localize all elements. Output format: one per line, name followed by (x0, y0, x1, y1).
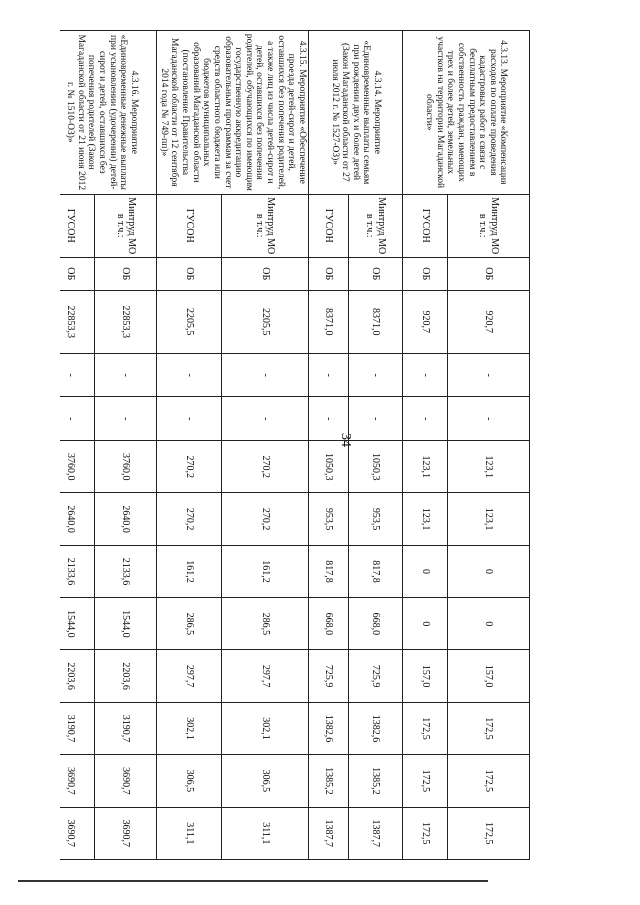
cell-c2016: 270,2 (221, 441, 308, 493)
page-bottom-rule (18, 880, 488, 882)
cell-source: ОБ (448, 257, 530, 290)
cell-c2023: 1387,7 (309, 807, 349, 859)
cell-executor: ГУСОН (157, 194, 222, 257)
cell-c2022: 3690,7 (95, 755, 157, 807)
cell-executor: ГУСОН (309, 194, 349, 257)
cell-c2015: - (95, 397, 157, 441)
cell-executor: Минтруд МО в т.ч.: (95, 194, 157, 257)
cell-c2022: 1385,2 (309, 755, 349, 807)
cell-executor: Минтруд МО в т.ч.: (349, 194, 403, 257)
cell-c2022: 306,5 (157, 755, 222, 807)
cell-c2020: 725,9 (349, 650, 403, 702)
cell-c2022: 3690,7 (60, 755, 95, 807)
table-row (95, 31, 157, 860)
cell-c2018: 0 (403, 545, 448, 597)
cell-c2016: 3760,0 (60, 441, 95, 493)
cell-source: ОБ (309, 257, 349, 290)
cell-c2017: 2640,0 (95, 493, 157, 545)
cell-total: 22853,3 (60, 290, 95, 353)
cell-c2016: 1050,3 (349, 441, 403, 493)
cell-c2014: - (221, 353, 308, 397)
cell-c2017: 123,1 (448, 493, 530, 545)
cell-c2019: 668,0 (309, 598, 349, 650)
cell-c2021: 3190,7 (95, 702, 157, 754)
measure-title-cell: 4.3.14. Мероприятие «Единовременные выплаты семьям при рождении двух и более детей (Закон Магаданской области от 27 июля 2012 г. № 1527-ОЗ)» (309, 31, 403, 195)
cell-c2014: - (309, 353, 349, 397)
cell-source: ОБ (349, 257, 403, 290)
cell-c2020: 2203,6 (95, 650, 157, 702)
cell-c2019: 0 (403, 598, 448, 650)
cell-c2017: 270,2 (221, 493, 308, 545)
cell-source: ОБ (60, 257, 95, 290)
cell-executor: Минтруд МО в т.ч.: (448, 194, 530, 257)
cell-c2017: 123,1 (403, 493, 448, 545)
cell-c2019: 1544,0 (60, 598, 95, 650)
measure-title-cell: 4.3.13. Мероприятие «Компенсация расходов по оплате проведения кадастровых работ в связи с бесплатным предоставлением в собственность граждан, имеющих трех и более детей, земельных участков на территории Магаданской области» (403, 31, 530, 195)
table-row (349, 31, 403, 860)
measure-title-cell: 4.3.15. Мероприятие «Обеспечение проезда детей-сирот и детей, оставшихся без попечения родителей, а также лиц из числа детей-сирот и детей, оставшихся без попечения родителей, обучающихся по имеющим государственную аккредитацию образовательным программам за счет средств областного бюджета или бюджетов муниципальных образований Магаданской области (постановление Правительства Магаданской области от 12 сентября 2014 года № 749-пп)» (157, 31, 309, 195)
cell-source: ОБ (221, 257, 308, 290)
measure-title-cell: 4.3.16. Мероприятие «Единовременные денежные выплаты при усыновлении (удочерении) детей-сирот и детей, оставшихся без попечения родителей (Закон Магаданской области от 21 июня 2012 г. № 1510-ОЗ)» (60, 31, 157, 195)
cell-c2014: - (95, 353, 157, 397)
cell-total: 2205,5 (221, 290, 308, 353)
cell-c2015: - (157, 397, 222, 441)
cell-c2023: 1387,7 (349, 807, 403, 859)
cell-c2019: 1544,0 (95, 598, 157, 650)
cell-c2015: - (349, 397, 403, 441)
cell-total: 2205,5 (157, 290, 222, 353)
cell-c2022: 1385,2 (349, 755, 403, 807)
cell-c2023: 3690,7 (60, 807, 95, 859)
cell-c2019: 286,5 (157, 598, 222, 650)
cell-c2020: 157,0 (448, 650, 530, 702)
cell-c2017: 2640,0 (60, 493, 95, 545)
cell-total: 920,7 (448, 290, 530, 353)
cell-c2017: 953,5 (349, 493, 403, 545)
cell-c2014: - (448, 353, 530, 397)
cell-c2015: - (403, 397, 448, 441)
cell-total: 8371,0 (309, 290, 349, 353)
page-number: 34 (338, 433, 353, 447)
cell-c2018: 161,2 (221, 545, 308, 597)
cell-c2021: 172,5 (403, 702, 448, 754)
rotated-table-frame (60, 30, 530, 860)
program-funding-table (60, 30, 530, 860)
table-row (221, 31, 308, 860)
cell-c2016: 270,2 (157, 441, 222, 493)
cell-c2023: 311,1 (221, 807, 308, 859)
cell-total: 920,7 (403, 290, 448, 353)
cell-c2020: 297,7 (157, 650, 222, 702)
cell-c2018: 2133,6 (95, 545, 157, 597)
cell-c2014: - (60, 353, 95, 397)
cell-c2021: 302,1 (157, 702, 222, 754)
table-row (448, 31, 530, 860)
table-container (60, 30, 530, 860)
cell-c2022: 306,5 (221, 755, 308, 807)
cell-executor: ГУСОН (403, 194, 448, 257)
cell-c2023: 3690,7 (95, 807, 157, 859)
cell-source: ОБ (403, 257, 448, 290)
cell-c2016: 123,1 (448, 441, 530, 493)
cell-c2014: - (349, 353, 403, 397)
cell-c2014: - (403, 353, 448, 397)
cell-source: ОБ (157, 257, 222, 290)
cell-executor: Минтруд МО в т.ч.: (221, 194, 308, 257)
cell-c2021: 172,5 (448, 702, 530, 754)
cell-c2015: - (221, 397, 308, 441)
cell-c2021: 1382,6 (349, 702, 403, 754)
cell-source: ОБ (95, 257, 157, 290)
cell-c2014: - (157, 353, 222, 397)
cell-c2020: 725,9 (309, 650, 349, 702)
cell-c2022: 172,5 (448, 755, 530, 807)
cell-c2018: 0 (448, 545, 530, 597)
cell-c2023: 311,1 (157, 807, 222, 859)
cell-c2015: - (448, 397, 530, 441)
cell-executor: ГУСОН (60, 194, 95, 257)
cell-total: 22853,3 (95, 290, 157, 353)
cell-c2021: 1382,6 (309, 702, 349, 754)
cell-c2015: - (60, 397, 95, 441)
cell-c2015: - (309, 397, 349, 441)
cell-c2017: 270,2 (157, 493, 222, 545)
cell-c2018: 817,8 (309, 545, 349, 597)
cell-c2018: 817,8 (349, 545, 403, 597)
cell-c2020: 2203,6 (60, 650, 95, 702)
cell-c2021: 302,1 (221, 702, 308, 754)
cell-c2018: 161,2 (157, 545, 222, 597)
cell-c2019: 0 (448, 598, 530, 650)
cell-c2023: 172,5 (403, 807, 448, 859)
cell-c2019: 668,0 (349, 598, 403, 650)
cell-c2017: 953,5 (309, 493, 349, 545)
cell-c2016: 1050,3 (309, 441, 349, 493)
cell-c2018: 2133,6 (60, 545, 95, 597)
cell-c2022: 172,5 (403, 755, 448, 807)
cell-c2019: 286,5 (221, 598, 308, 650)
cell-c2020: 297,7 (221, 650, 308, 702)
cell-c2023: 172,5 (448, 807, 530, 859)
cell-c2016: 123,1 (403, 441, 448, 493)
cell-c2016: 3760,0 (95, 441, 157, 493)
cell-c2021: 3190,7 (60, 702, 95, 754)
cell-c2020: 157,0 (403, 650, 448, 702)
cell-total: 8371,0 (349, 290, 403, 353)
